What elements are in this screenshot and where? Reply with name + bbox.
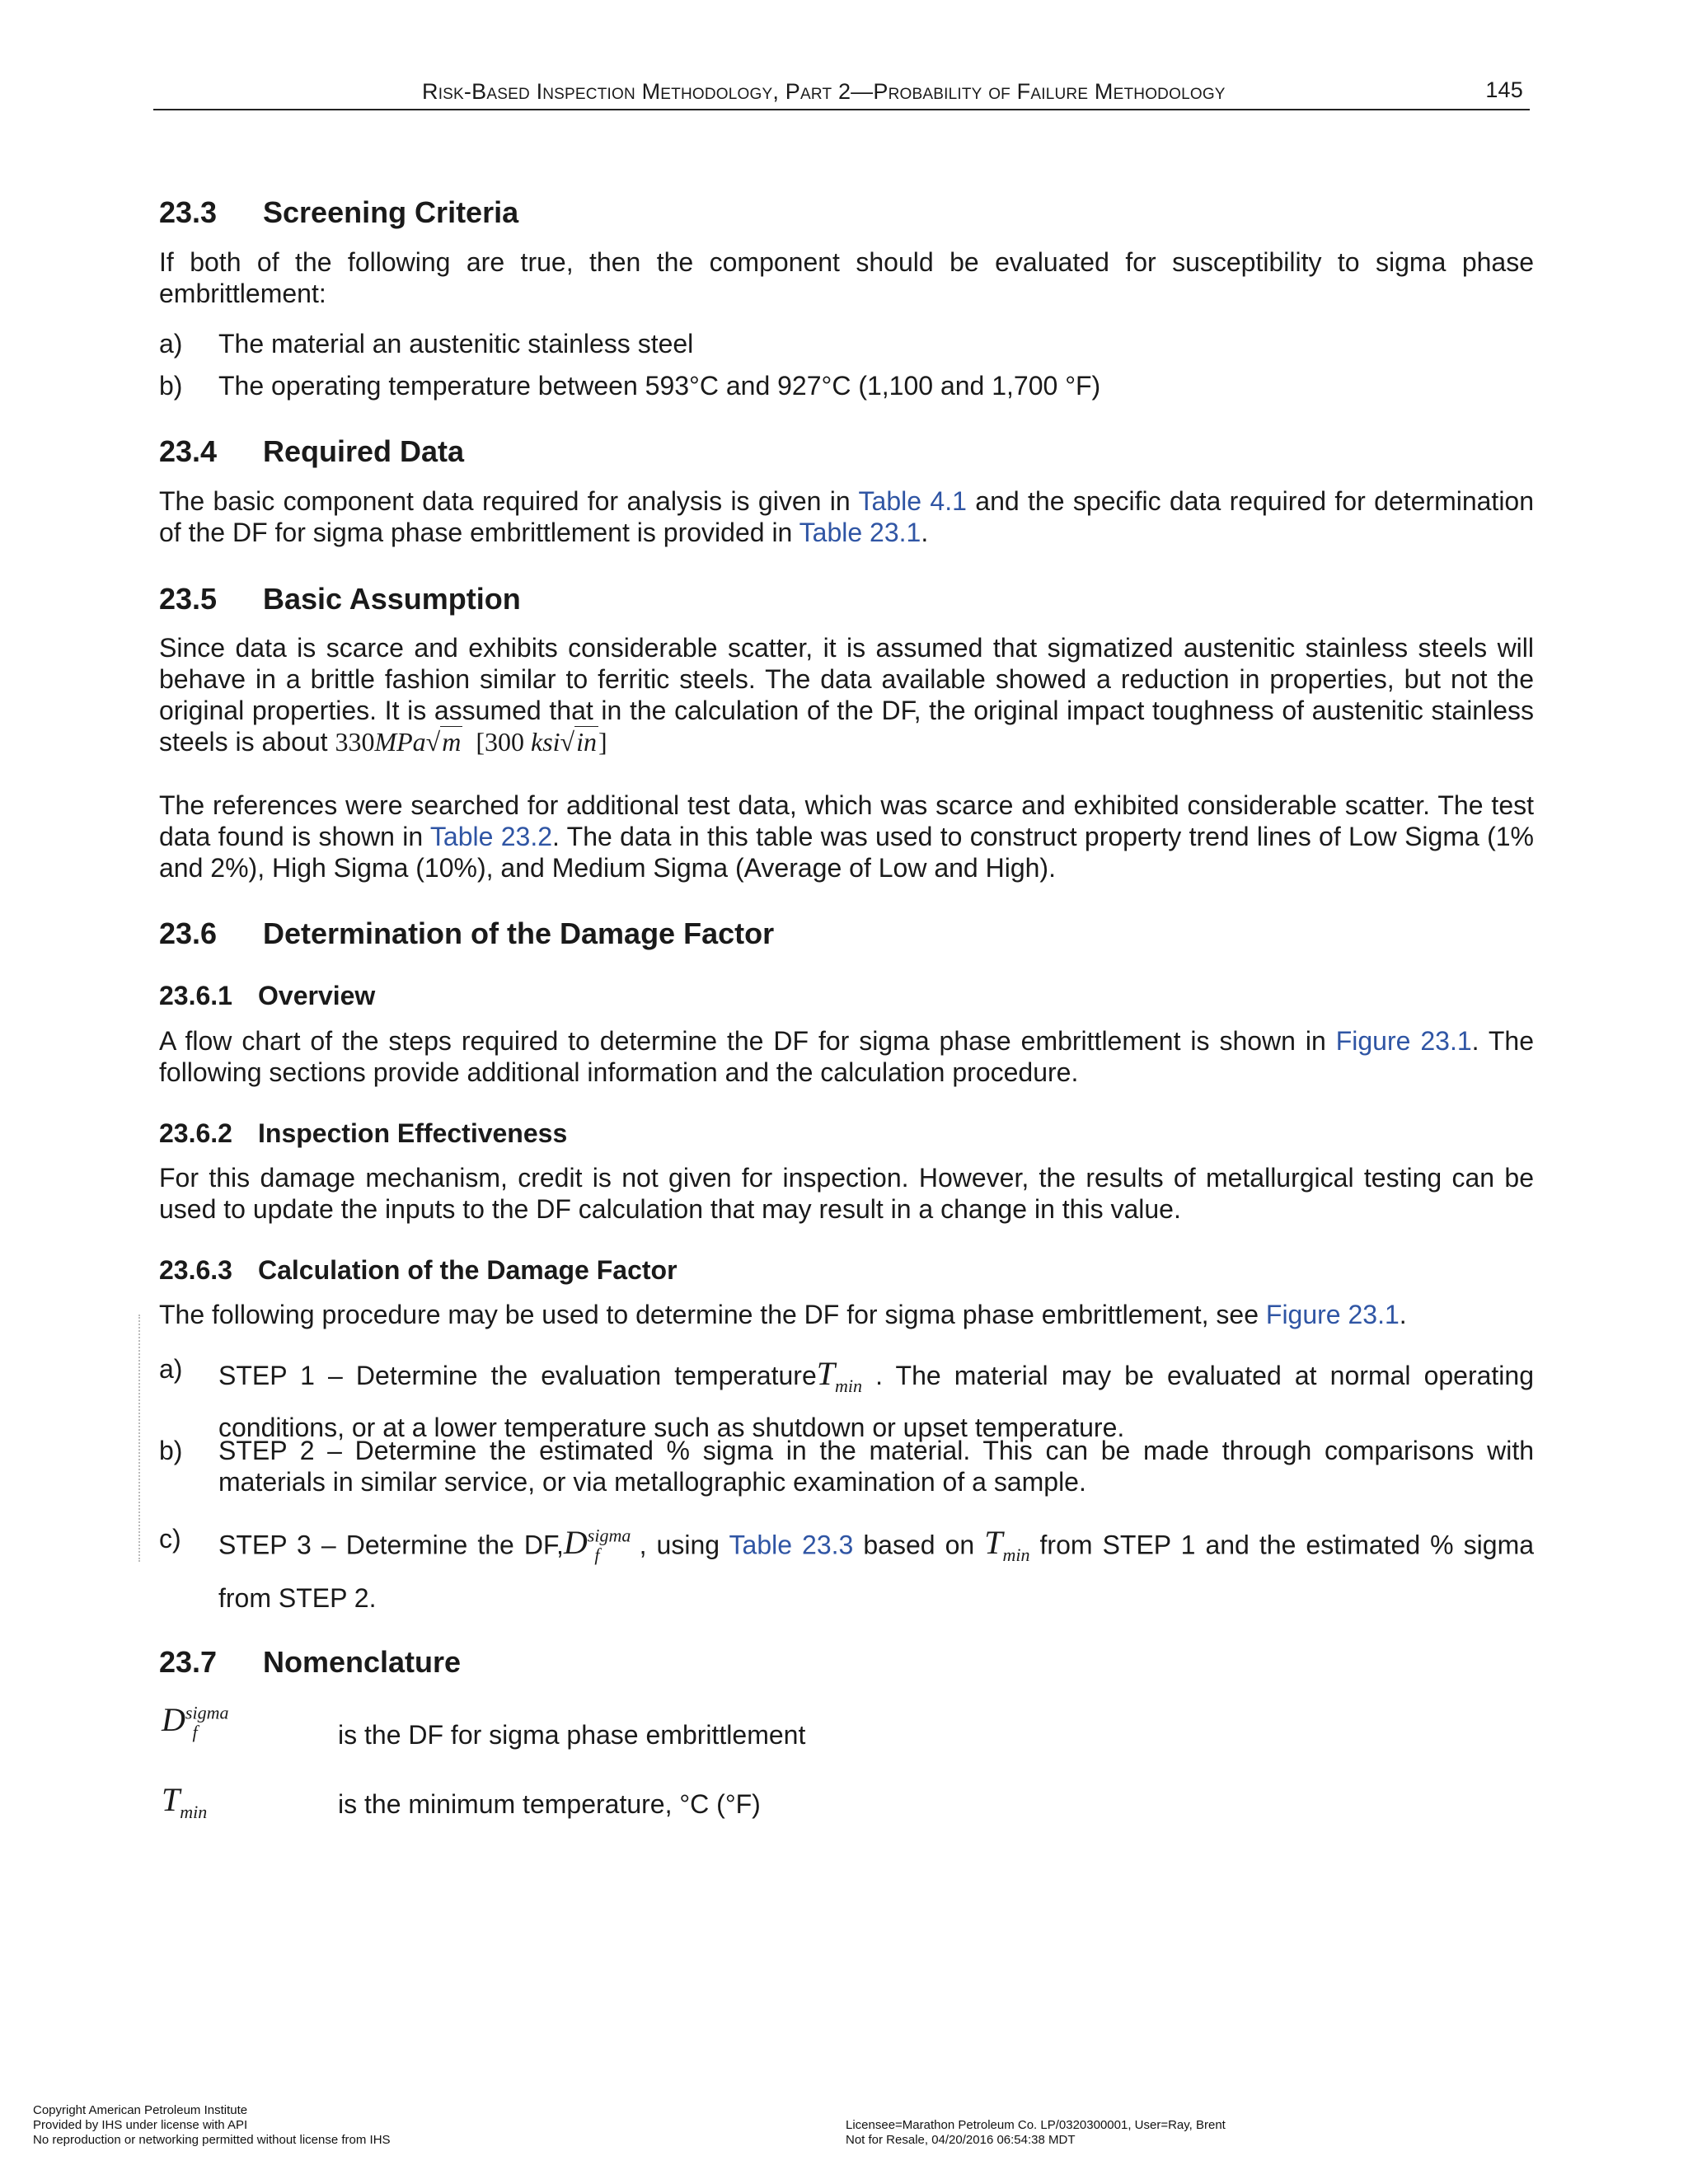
calculation-intro: The following procedure may be used to determine the DF for sigma phase embrittlement, see Figure 23.1.	[159, 1300, 1407, 1329]
basic-assumption-paragraph: Since data is scarce and exhibits considerable scatter, it is assumed that sigmatized austenitic stainless steels will behave in a brittle fashion similar to ferritic steels. The data available showed a reduction in properties, but not the original properties. It is assumed that in the calculation of the DF, the original impact toughness of austenitic stainless steels is about 330MPa√m [300 ksi√in]	[159, 633, 1534, 757]
table-4-1-link[interactable]: Table 4.1	[858, 486, 967, 516]
section-number: 23.7	[159, 1645, 218, 1679]
nomenclature-definition: is the DF for sigma phase embrittlement	[338, 1720, 806, 1750]
step-item: a) STEP 1 – Determine the evaluation temperatureT$_{min}$ . The material may be evaluated at normal operating conditions, or at a lower temperature such as shutdown or upset temperature.	[159, 1354, 1535, 1442]
section-number: 23.4	[159, 434, 218, 468]
table-23-1-link[interactable]: Table 23.1	[799, 518, 921, 547]
inspection-effectiveness-paragraph: For this damage mechanism, credit is not given for inspection. However, the results of metallurgical testing can be used to update the inputs to the DF calculation that may result in a change in this value.	[159, 1163, 1534, 1224]
margin-dots	[138, 1315, 143, 1562]
subsection-heading-23-6-2: 23.6.2 Inspection Effectiveness	[159, 1118, 568, 1148]
nomenclature-symbol-df	[162, 1700, 229, 1743]
section-title: Determination of the Damage Factor	[263, 916, 775, 950]
table-23-2-link[interactable]: Table 23.2	[429, 822, 553, 851]
section-number: 23.6	[159, 916, 218, 950]
list-item	[159, 328, 1534, 361]
nomenclature-symbol-tmin	[162, 1780, 207, 1823]
table-23-3-link[interactable]: Table 23.3	[729, 1530, 854, 1560]
screening-intro: If both of the following are true, then the component should be evaluated for susceptibility to sigma phase embrittlement:	[159, 247, 1534, 308]
section-heading-23-4	[159, 434, 464, 469]
footer-right: Licensee=Marathon Petroleum Co. LP/0320300001, User=Ray, Brent Not for Resale, 04/20/2016 06:54:38 MDT	[846, 2118, 1226, 2147]
section-title: Screening Criteria	[263, 195, 519, 229]
page-number: 145	[1485, 77, 1523, 102]
step-item: c) STEP 3 – Determine the $DF,D^{sigma}_f$ , using Table 23.3 based on $T_{min}$ from STEP 1 and the estimated % sigma from STEP 2.	[159, 1524, 1535, 1614]
section-number: 23.5	[159, 582, 218, 616]
figure-23-1-link[interactable]: Figure 23.1	[1265, 1300, 1400, 1329]
df-sigma-symbol: $D^{sigma}_f$	[162, 1701, 229, 1742]
section-heading-23-6	[159, 916, 774, 951]
list-label: b)	[159, 371, 183, 401]
section-title: Basic Assumption	[263, 582, 521, 616]
t-min-symbol: $T_{min}$	[984, 1524, 1030, 1566]
subsection-heading-23-6-3: 23.6.3 Calculation of the Damage Factor	[159, 1255, 678, 1285]
overview-paragraph: A flow chart of the steps required to determine the DF for sigma phase embrittlement is shown in Figure 23.1. The following sections provide additional information and the calculation procedure.	[159, 1026, 1535, 1087]
section-heading-23-3	[159, 195, 518, 230]
required-data-paragraph: The basic component data required for analysis is given in Table 4.1 and the specific data required for determination of the DF for sigma phase embrittlement is provided in Table 23.1.	[159, 486, 1535, 547]
test-data-paragraph: The references were searched for additional test data, which was scarce and exhibited considerable scatter. The test data found is shown in Table 23.2. The data in this table was used to construct property trend lines of Low Sigma (1% and 2%), High Sigma (10%), and Medium Sigma (Average of Low and High).	[159, 790, 1535, 883]
t-min-symbol: $T_{min}$	[162, 1781, 208, 1822]
df-sigma-symbol: $D^{sigma}_f$	[563, 1524, 631, 1566]
toughness-formula: 330MPa√m [300 ksi√in]	[335, 727, 607, 757]
section-title: Nomenclature	[263, 1645, 462, 1679]
section-title: Required Data	[263, 434, 465, 468]
list-text: The material an austenitic stainless steel	[218, 329, 694, 359]
list-text: The operating temperature between 593°C and 927°C (1,100 and 1,700 °F)	[218, 371, 1101, 401]
section-heading-23-5	[159, 582, 521, 616]
figure-23-1-link[interactable]: Figure 23.1	[1335, 1026, 1472, 1056]
subsection-heading-23-6-1: 23.6.1 Overview	[159, 981, 376, 1010]
list-item	[159, 370, 1534, 403]
t-min-symbol: $T_{min}$	[816, 1355, 863, 1396]
footer-left: Copyright American Petroleum Institute Provided by IHS under license with API No reproduction or networking permitted without license from IHS	[33, 2103, 391, 2147]
list-label: a)	[159, 329, 183, 359]
running-header	[153, 76, 1530, 110]
header-title: Risk-Based Inspection Methodology, Part 2—Probability of Failure Methodology	[422, 79, 1226, 104]
nomenclature-definition: is the minimum temperature, °C (°F)	[338, 1789, 761, 1819]
step-item: b) STEP 2 – Determine the estimated % sigma in the material. This can be made through comparisons with materials in similar service, or via metallographic examination of a sample.	[159, 1436, 1534, 1497]
section-heading-23-7	[159, 1645, 461, 1680]
section-number: 23.3	[159, 195, 218, 229]
